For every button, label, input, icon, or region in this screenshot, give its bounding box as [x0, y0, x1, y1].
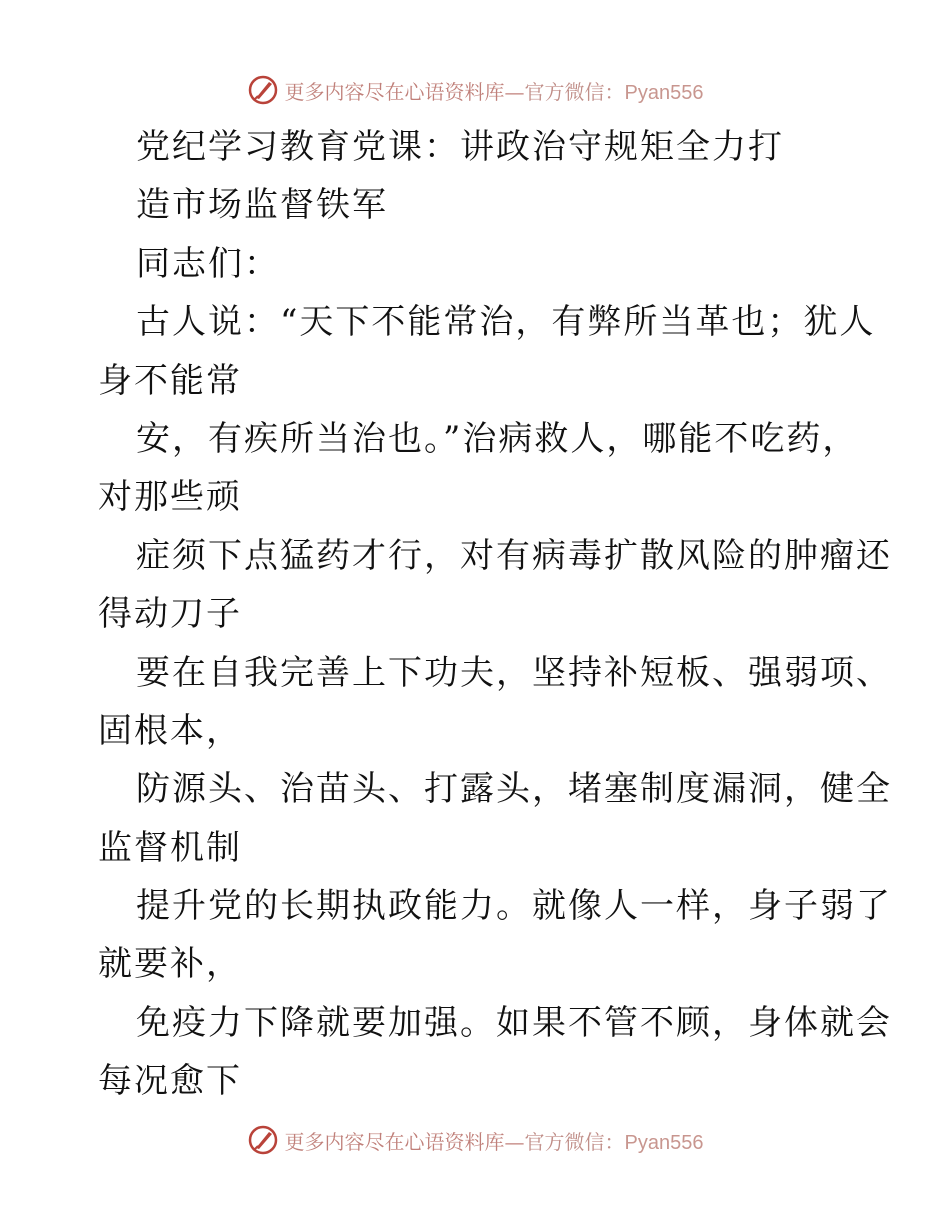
paragraph-line: 防源头、治苗头、打露头，堵塞制度漏洞，健全 — [136, 769, 892, 810]
paragraph-line: 得动刀子 — [98, 594, 242, 635]
paragraph-line: 要在自我完善上下功夫，坚持补短板、强弱项、 — [136, 652, 892, 693]
watermark-dash: — — [504, 1129, 525, 1154]
title-line-1: 党纪学习教育党课：讲政治守规矩全力打 — [136, 127, 784, 167]
watermark-account: Pyan556 — [624, 81, 704, 104]
watermark-wechat-label: 官方微信： — [524, 79, 625, 104]
document-body — [98, 118, 892, 1111]
watermark-header — [0, 70, 950, 110]
watermark-site-text: 更多内容尽在心语资料库 — [284, 79, 505, 104]
title-line-2: 造市场监督铁军 — [136, 185, 388, 226]
salutation: 同志们： — [136, 243, 280, 284]
paragraph-line: 对那些顽 — [98, 477, 242, 518]
paragraph-line: 监督机制 — [98, 827, 242, 868]
watermark-dash: — — [504, 79, 525, 104]
paragraph-line: 古人说：“天下不能常治，有弊所当革也；犹人 — [136, 302, 876, 343]
feather-pen-in-circle-icon — [247, 74, 279, 106]
feather-pen-in-circle-icon — [247, 1124, 279, 1156]
paragraph-line: 每况愈下 — [98, 1061, 242, 1102]
watermark-account: Pyan556 — [624, 1131, 704, 1154]
paragraph-line: 症须下点猛药才行，对有病毒扩散风险的肿瘤还 — [136, 535, 892, 576]
watermark-footer — [0, 1120, 950, 1160]
watermark-wechat-label: 官方微信： — [524, 1129, 625, 1154]
paragraph-line: 免疫力下降就要加强。如果不管不顾，身体就会 — [136, 1002, 892, 1043]
paragraph-line: 安，有疾所当治也。”治病救人，哪能不吃药， — [136, 418, 859, 459]
paragraph-line: 固根本， — [98, 710, 242, 751]
paragraph-line: 身不能常 — [98, 360, 242, 401]
watermark-site-text: 更多内容尽在心语资料库 — [284, 1129, 505, 1154]
paragraph-line: 就要补， — [98, 944, 242, 985]
paragraph-line: 提升党的长期执政能力。就像人一样，身子弱了 — [136, 886, 892, 927]
